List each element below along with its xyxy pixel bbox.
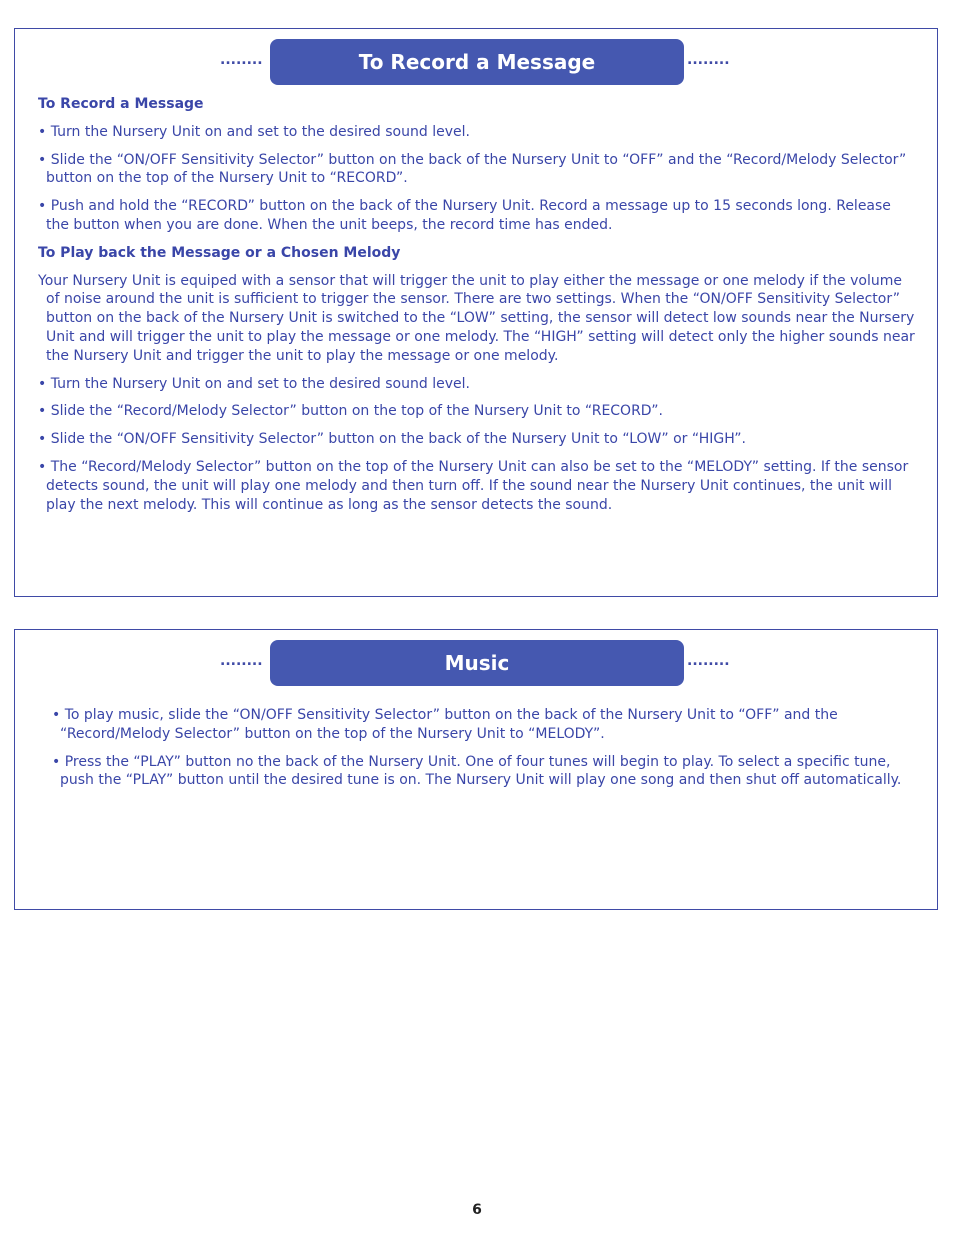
- music-bullet-2: • Press the “PLAY” button no the back of the Nursery Unit. One of four tunes will begin to play. To select a specific tune, push the “PLAY” button until the desired tune is on. The Nursery Unit will play one song and then shut off automatically.: [52, 753, 902, 789]
- playback-bullet-3: • Slide the “ON/OFF Sensitivity Selector” button on the back of the Nursery Unit to “LOW” or “HIGH”.: [38, 431, 746, 448]
- banner-dots-left: ........: [220, 653, 263, 669]
- music-bullet-1: • To play music, slide the “ON/OFF Sensitivity Selector” button on the back of the Nursery Unit to “OFF” and the “Record/Melody Selector” button on the top of the Nursery Unit to “MELODY”.: [52, 707, 838, 742]
- page-number: 6: [472, 1202, 482, 1218]
- playback-heading: To Play back the Message or a Chosen Melody: [38, 244, 401, 261]
- record-banner-title: To Record a Message: [270, 39, 684, 85]
- playback-intro: Your Nursery Unit is equiped with a sensor that will trigger the unit to play either the message or one melody if the volume of noise around the unit is sufficient to trigger the sensor. There are two settings. When the “ON/OFF Sensitivity Selector” button on the back of the Nursery Unit is switched to the “LOW” setting, the sensor will detect low sounds near the Nursery Unit and will trigger the unit to play the message or one melody. The “HIGH” setting will detect only the higher sounds near the Nursery Unit and trigger the unit to play the message or one melody.: [38, 272, 915, 364]
- record-heading: To Record a Message: [38, 96, 204, 112]
- music-banner-row: [15, 640, 937, 687]
- banner-dots-left: ........: [220, 52, 263, 68]
- playback-bullet-4: • The “Record/Melody Selector” button on the top of the Nursery Unit can also be set to the “MELODY” setting. If the sensor detects sound, the unit will play one melody and then turn off. If the sound near the Nursery Unit continues, the unit will play the next melody. This will continue as long as the sensor detects the sound.: [38, 458, 909, 513]
- music-content: [52, 706, 915, 799]
- record-bullet-2: • Slide the “ON/OFF Sensitivity Selector” button on the back of the Nursery Unit to “OFF” and the “Record/Melody Selector” button on the top of the Nursery Unit to “RECORD”.: [38, 151, 907, 187]
- record-bullet-3: • Push and hold the “RECORD” button on the back of the Nursery Unit. Record a message up to 15 seconds long. Release the button when you are done. When the unit beeps, the record time has ended.: [38, 198, 891, 233]
- record-section: [14, 28, 938, 597]
- playback-bullet-1: • Turn the Nursery Unit on and set to the desired sound level.: [38, 375, 470, 392]
- banner-dots-right: ........: [687, 52, 730, 68]
- record-bullet-1: • Turn the Nursery Unit on and set to the desired sound level.: [38, 123, 470, 140]
- music-banner-title: Music: [270, 640, 684, 686]
- banner-dots-right: ........: [687, 653, 730, 669]
- record-content: [38, 95, 915, 523]
- record-banner-row: [15, 39, 937, 86]
- playback-bullet-2: • Slide the “Record/Melody Selector” button on the top of the Nursery Unit to “RECORD”.: [38, 403, 663, 420]
- music-section: [14, 629, 938, 910]
